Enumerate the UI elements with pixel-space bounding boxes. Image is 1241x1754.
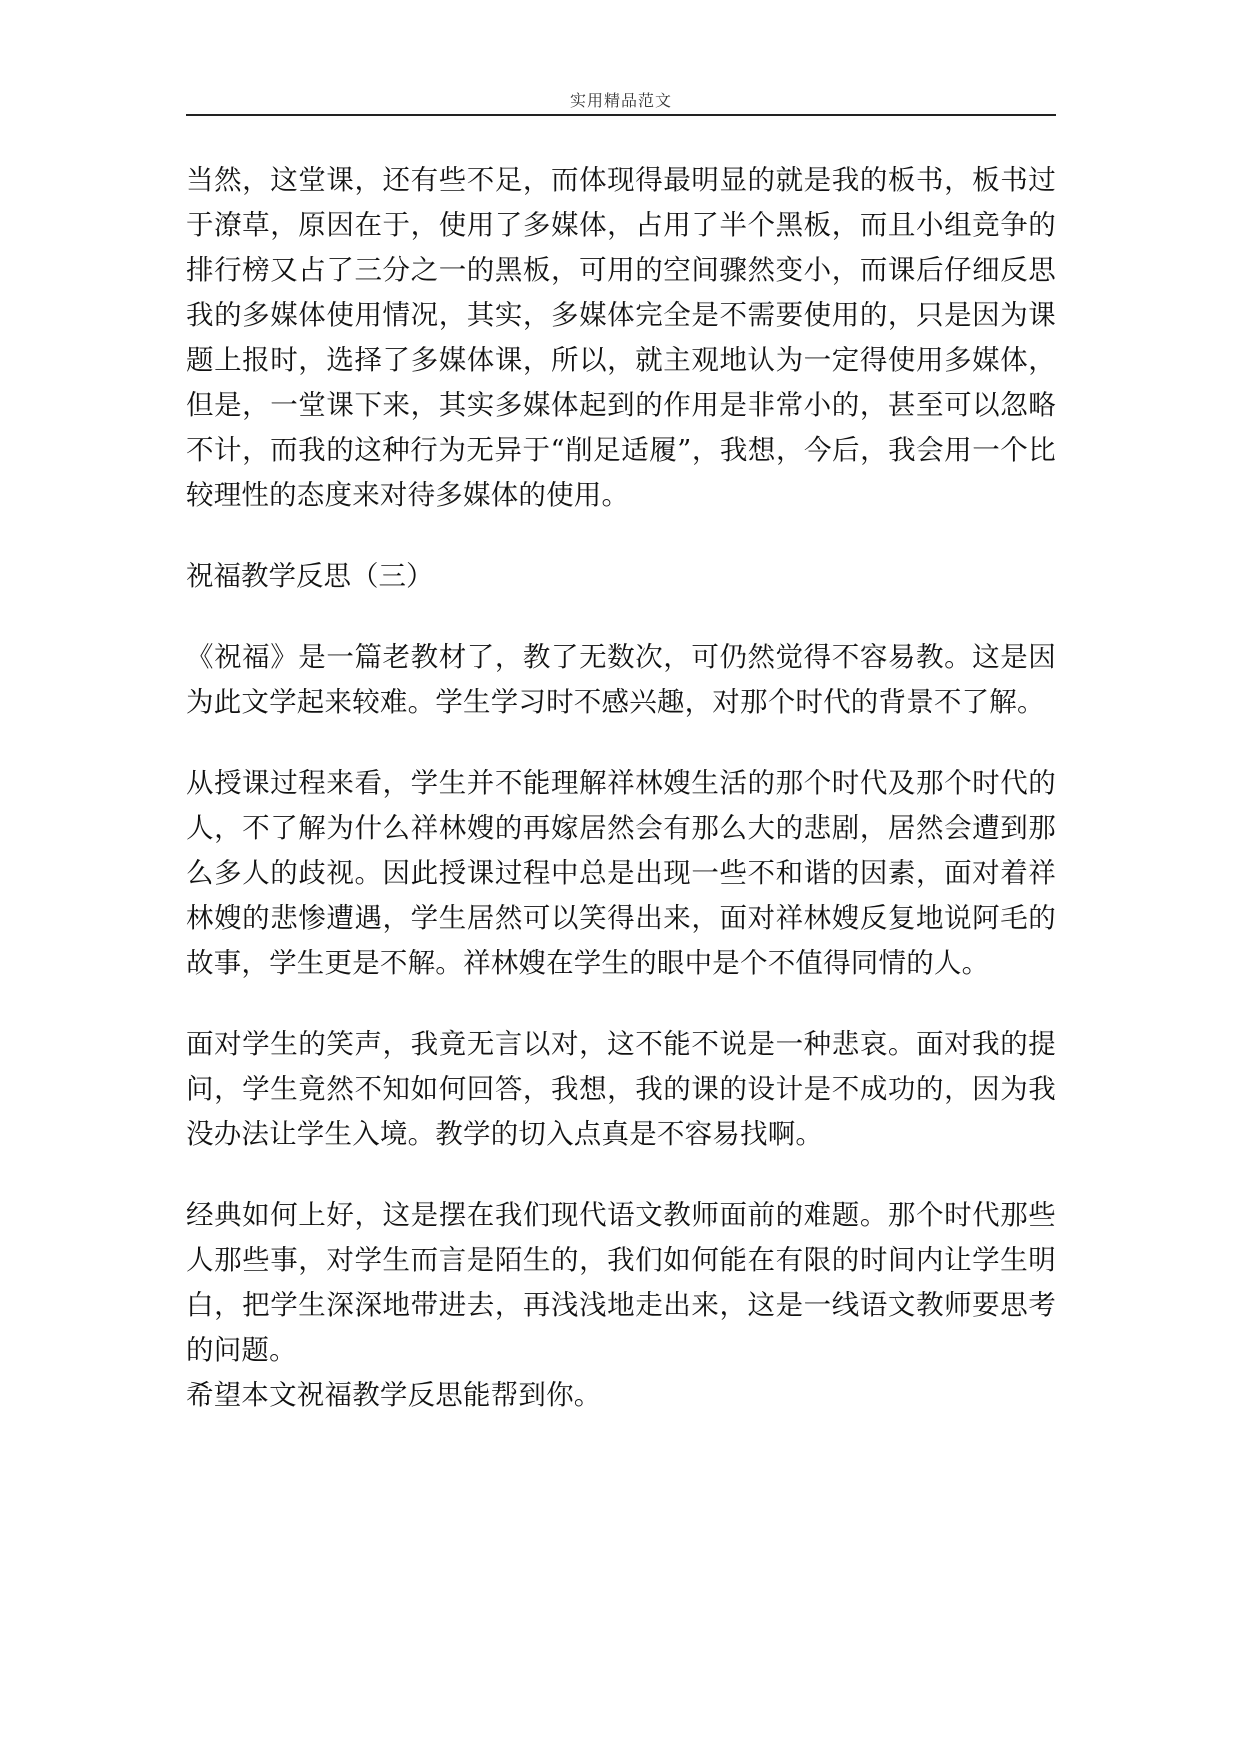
paragraph-4: 面对学生的笑声，我竟无言以对，这不能不说是一种悲哀。面对我的提问，学生竟然不知如何回答，我想，我的课的设计是不成功的，因为我没办法让学生入境。教学的切入点真是不容易找啊。 [186,1028,1056,1150]
paragraph-gap [186,1157,1056,1193]
paragraph-2: 《祝福》是一篇老教材了，教了无数次，可仍然觉得不容易教。这是因为此文学起来较难。学生学习时不感兴趣，对那个时代的背景不了解。 [186,641,1056,718]
paragraph-gap [186,725,1056,761]
paragraph-3: 从授课过程来看，学生并不能理解祥林嫂生活的那个时代及那个时代的人，不了解为什么祥林嫂的再嫁居然会有那么大的悲剧，居然会遭到那么多人的歧视。因此授课过程中总是出现一些不和谐的因素，面对着祥林嫂的悲惨遭遇，学生居然可以笑得出来，面对祥林嫂反复地说阿毛的故事，学生更是不解。祥林嫂在学生的眼中是个不值得同情的人。 [186,767,1056,979]
paragraph-gap [186,518,1056,554]
paragraph-1: 当然，这堂课，还有些不足，而体现得最明显的就是我的板书，板书过于潦草，原因在于，使用了多媒体，占用了半个黑板，而且小组竞争的排行榜又占了三分之一的黑板，可用的空间骤然变小，而课后仔细反思我的多媒体使用情况，其实，多媒体完全是不需要使用的，只是因为课题上报时，选择了多媒体课，所以，就主观地认为一定得使用多媒体，但是，一堂课下来，其实多媒体起到的作用是非常小的，甚至可以忽略不计，而我的这种行为无异于“削足适履”，我想，今后，我会用一个比较理性的态度来对待多媒体的使用。 [186,164,1056,511]
page-header-title: 实用精品范文 [569,91,672,110]
document-body [186,158,1056,1418]
section-heading: 祝福教学反思（三） [186,560,434,592]
paragraph-gap [186,599,1056,635]
header-divider [186,114,1056,116]
paragraph-gap [186,986,1056,1022]
paragraph-5: 经典如何上好，这是摆在我们现代语文教师面前的难题。那个时代那些人那些事，对学生而言是陌生的，我们如何能在有限的时间内让学生明白，把学生深深地带进去，再浅浅地走出来，这是一线语文教师要思考的问题。 [186,1199,1056,1366]
closing-line: 希望本文祝福教学反思能帮到你。 [186,1379,602,1411]
